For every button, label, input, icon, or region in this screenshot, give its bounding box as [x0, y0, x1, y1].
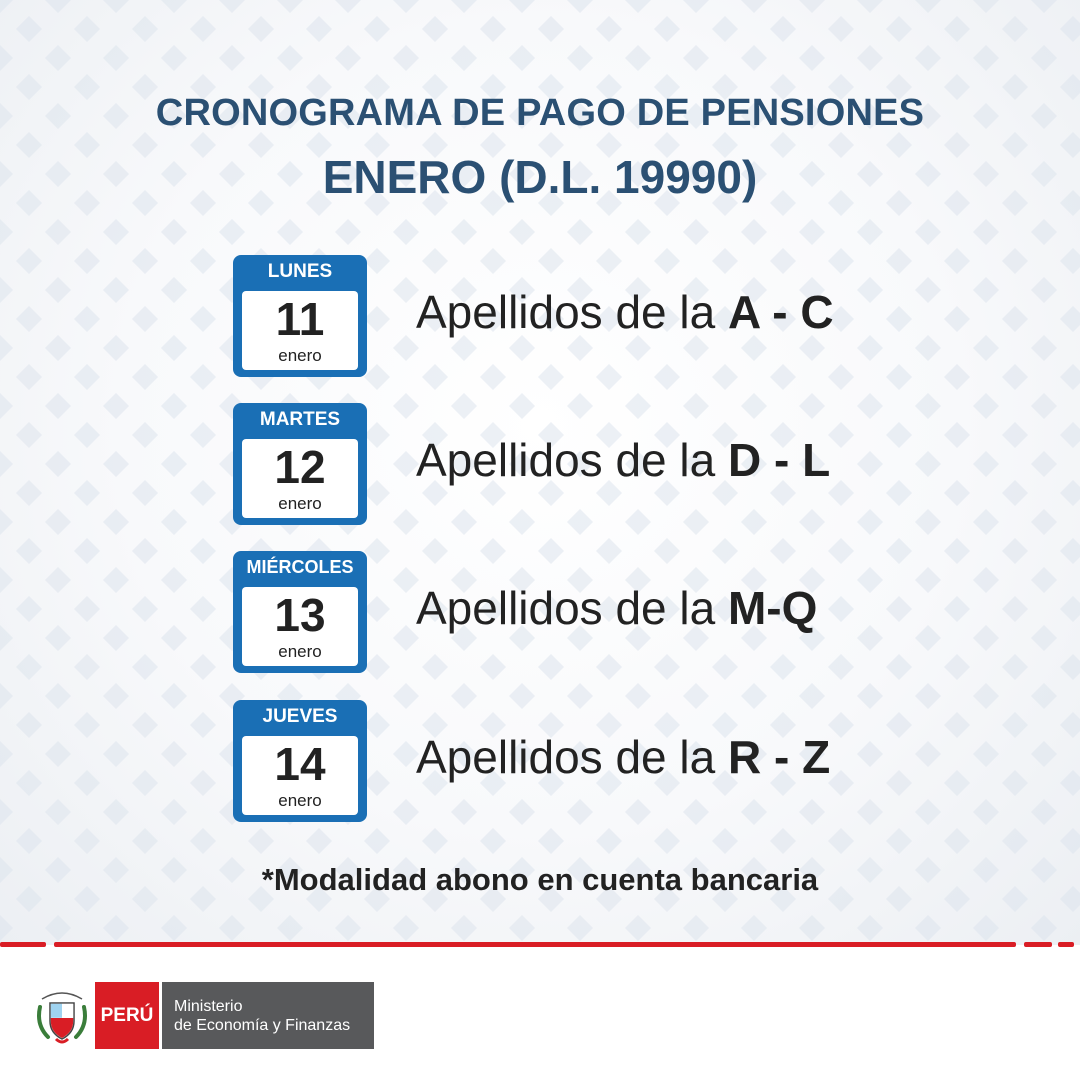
label-prefix: Apellidos de la — [416, 731, 728, 783]
calendar-page — [242, 736, 358, 815]
ministry-name-line2: de Economía y Finanzas — [174, 1017, 351, 1034]
poster-title: CRONOGRAMA DE PAGO DE PENSIONES — [155, 92, 925, 134]
surname-range: R - Z — [727, 731, 831, 783]
calendar-day-number: 11 — [275, 293, 325, 345]
surname-range-label — [416, 581, 817, 635]
surname-range-label — [416, 730, 830, 784]
surname-range: D - L — [727, 434, 831, 486]
label-prefix: Apellidos de la — [416, 286, 728, 338]
calendar-weekday: JUEVES — [262, 706, 338, 727]
calendar-day-number: 12 — [274, 441, 326, 493]
ministry-name-line1: Ministerio — [174, 998, 243, 1015]
payment-mode-note: *Modalidad abono en cuenta bancaria — [261, 862, 819, 897]
ministry-brand-block — [162, 982, 374, 1049]
surname-range-label — [416, 433, 830, 487]
calendar-weekday: MARTES — [259, 409, 341, 430]
schedule-row-2 — [233, 403, 933, 525]
calendar-weekday: MIÉRCOLES — [246, 557, 354, 577]
calendar-icon — [233, 403, 367, 525]
calendar-month: enero — [278, 494, 322, 513]
calendar-icon — [233, 551, 367, 673]
schedule-row-3 — [233, 551, 933, 673]
schedule-row-1 — [233, 255, 933, 377]
peru-coat-of-arms-icon — [36, 987, 88, 1047]
calendar-day-number: 13 — [274, 589, 326, 641]
poster-subtitle: ENERO (D.L. 19990) — [322, 151, 758, 203]
calendar-page — [242, 439, 358, 518]
surname-range: M-Q — [727, 582, 818, 634]
calendar-month: enero — [278, 346, 322, 365]
calendar-icon — [233, 700, 367, 822]
calendar-day-number: 14 — [274, 738, 326, 790]
calendar-page — [242, 291, 358, 370]
surname-range-label — [416, 285, 834, 339]
label-prefix: Apellidos de la — [416, 434, 728, 486]
surname-range: A - C — [727, 286, 834, 338]
calendar-page — [242, 587, 358, 666]
calendar-weekday: LUNES — [267, 261, 333, 282]
peru-brand-block: PERÚ — [95, 982, 159, 1049]
schedule-row-4 — [233, 700, 933, 822]
footer — [0, 949, 1080, 1080]
calendar-month: enero — [278, 791, 322, 810]
label-prefix: Apellidos de la — [416, 582, 728, 634]
calendar-month: enero — [278, 642, 322, 661]
red-divider-line — [0, 941, 1080, 949]
calendar-icon — [233, 255, 367, 377]
